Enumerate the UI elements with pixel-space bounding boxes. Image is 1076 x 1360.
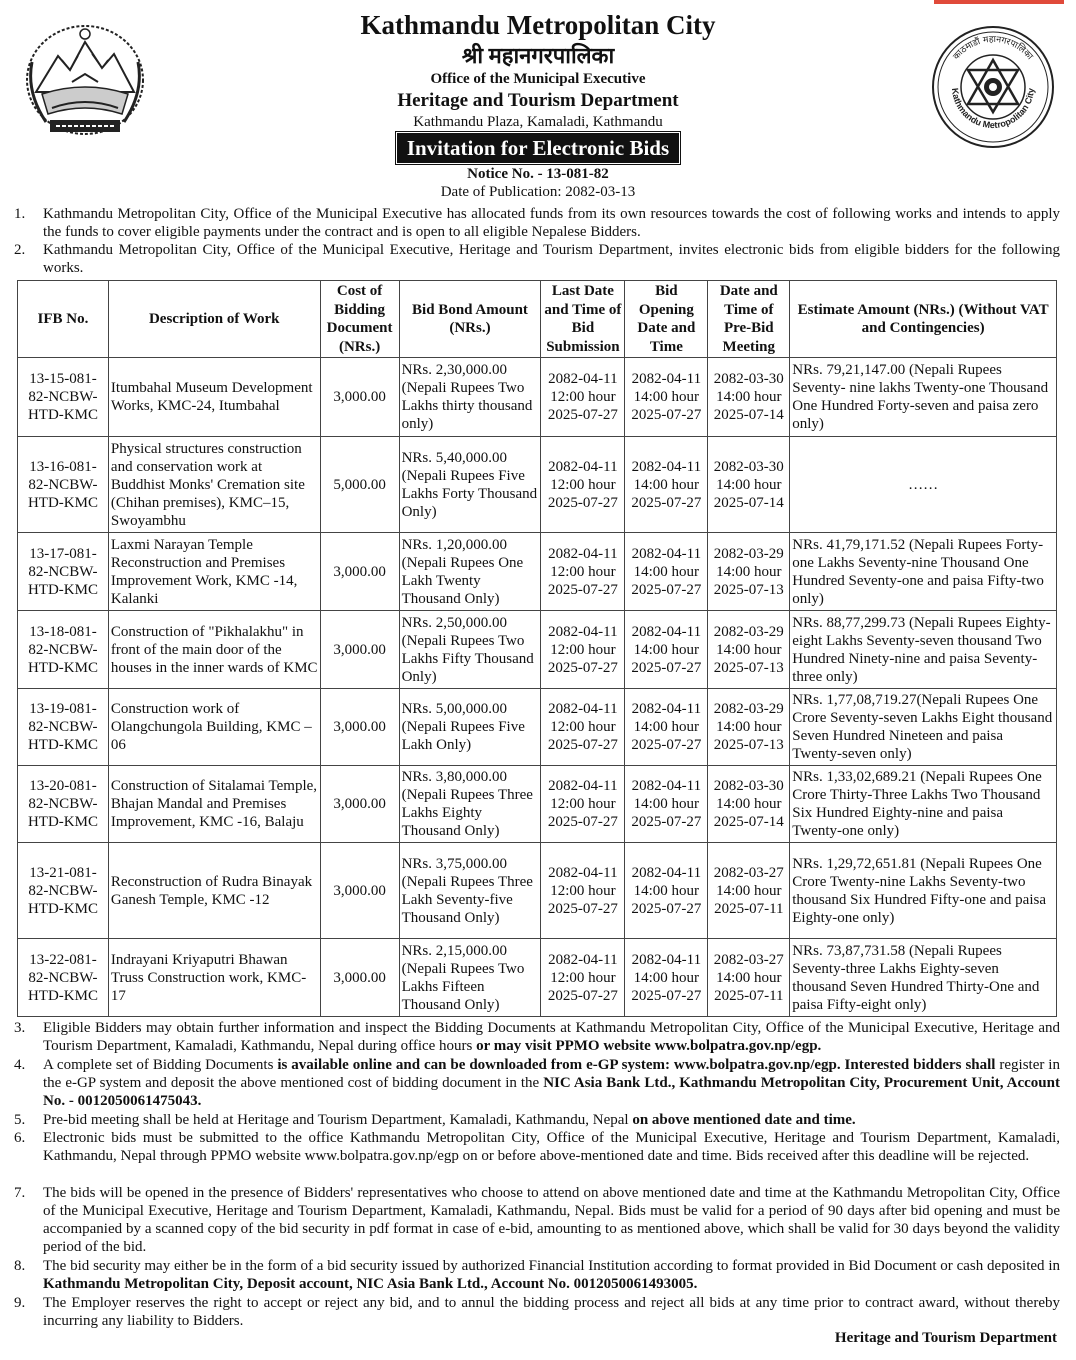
- cell-prebid: 2082-03-29 14:00 hour 2025-07-13: [708, 533, 790, 611]
- header-description: Description of Work: [108, 281, 320, 358]
- header-last-date: Last Date and Time of Bid Submission: [541, 281, 625, 358]
- header-ifb: IFB No.: [18, 281, 109, 358]
- clause-9: 9. The Employer reserves the right to accept or reject any bid, and to annul the bidding process and reject all bids at any time prior to contract award, without thereby incurring any liability to Bidders.: [14, 1295, 1060, 1329]
- footer-signature: Heritage and Tourism Department: [834, 1330, 1057, 1346]
- address: Kathmandu Plaza, Kamaladi, Kathmandu: [413, 114, 663, 130]
- cell-cost: 3,000.00: [320, 611, 399, 689]
- cell-estimate: NRs. 88,77,299.73 (Nepali Rupees Eighty-eight Lakhs Seventy-seven thousand Two Hundred Ninety-nine and paisa Seventy-three only): [790, 611, 1057, 689]
- cell-description: Construction of "Pikhalakhu" in front of the main door of the houses in the inner wards of KMC: [108, 611, 320, 689]
- cell-prebid: 2082-03-27 14:00 hour 2025-07-11: [708, 843, 790, 939]
- city-title-nepali: श्री महानगरपालिका: [461, 43, 615, 68]
- cell-opening: 2082-04-11 14:00 hour 2025-07-27: [625, 766, 708, 843]
- cell-ifb: 13-20-081-82-NCBW-HTD-KMC: [18, 766, 109, 843]
- cell-cost: 3,000.00: [320, 843, 399, 939]
- cell-ifb: 13-15-081-82-NCBW-HTD-KMC: [18, 358, 109, 437]
- cell-prebid: 2082-03-29 14:00 hour 2025-07-13: [708, 611, 790, 689]
- bids-table: [17, 280, 1057, 1017]
- cell-opening: 2082-04-11 14:00 hour 2025-07-27: [625, 358, 708, 437]
- cell-last-date: 2082-04-11 12:00 hour 2025-07-27: [541, 437, 625, 533]
- seal-nepali-text: काठमाडौं महानगरपालिका: [951, 34, 1035, 63]
- cell-last-date: 2082-04-11 12:00 hour 2025-07-27: [541, 611, 625, 689]
- seal-english-text: Kathmandu Metropolitan City: [949, 87, 1037, 131]
- clause-6: 6. Electronic bids must be submitted to the office Kathmandu Metropolitan City, Office of the Municipal Executive, Heritage and Tourism Department, Kamaladi, Kathmandu, Nepal through PPMO website www.bolpatra.gov.np/egp on or before above-mentioned date and time. Bids received after this deadline will be rejected.: [14, 1130, 1060, 1164]
- header: [0, 8, 1076, 201]
- table-row: [18, 611, 1057, 689]
- cell-ifb: 13-22-081-82-NCBW-HTD-KMC: [18, 939, 109, 1017]
- cell-last-date: 2082-04-11 12:00 hour 2025-07-27: [541, 689, 625, 766]
- cell-description: Construction work of Olangchungola Building, KMC – 06: [108, 689, 320, 766]
- cell-description: Construction of Sitalamai Temple, Bhajan Mandal and Premises Improvement, KMC -16, Balaju: [108, 766, 320, 843]
- clause-7: 7. The bids will be opened in the presence of Bidders' representatives who choose to attend on above mentioned date and time at the Kathmandu Metropolitan City, Office of the Municipal Executive, Heritage and Tourism Department, Kamaladi, Kathmandu, Nepal. Bids must be valid for a period of 90 days after bid opening and must be accompanied by a scanned copy of the bid security in pdf format in case of e-bid, amounting to as mentioned above, which shall be valid for 30 days beyond the validity period of the bid.: [14, 1185, 1060, 1255]
- table-row: [18, 358, 1057, 437]
- cell-bid-bond: NRs. 3,80,000.00 (Nepali Rupees Three Lakhs Eighty Thousand Only): [399, 766, 541, 843]
- cell-last-date: 2082-04-11 12:00 hour 2025-07-27: [541, 766, 625, 843]
- cell-opening: 2082-04-11 14:00 hour 2025-07-27: [625, 689, 708, 766]
- clause-5: 5. Pre-bid meeting shall be held at Heritage and Tourism Department, Kamaladi, Kathmandu, Nepal on above mentioned date and time.: [14, 1112, 856, 1128]
- cell-ifb: 13-21-081-82-NCBW-HTD-KMC: [18, 843, 109, 939]
- cell-cost: 3,000.00: [320, 358, 399, 437]
- table-row: [18, 533, 1057, 611]
- kmc-seal-icon: [930, 24, 1056, 150]
- cell-estimate: ……: [790, 437, 1057, 533]
- table-row: [18, 939, 1057, 1017]
- cell-last-date: 2082-04-11 12:00 hour 2025-07-27: [541, 939, 625, 1017]
- cell-last-date: 2082-04-11 12:00 hour 2025-07-27: [541, 843, 625, 939]
- cell-bid-bond: NRs. 1,20,000.00 (Nepali Rupees One Lakh Twenty Thousand Only): [399, 533, 541, 611]
- cell-bid-bond: NRs. 2,15,000.00 (Nepali Rupees Two Lakhs Fifteen Thousand Only): [399, 939, 541, 1017]
- city-title: Kathmandu Metropolitan City: [360, 10, 716, 40]
- cell-ifb: 13-18-081-82-NCBW-HTD-KMC: [18, 611, 109, 689]
- intro-para-1: 1. Kathmandu Metropolitan City, Office of the Municipal Executive has allocated funds from its own resources towards the cost of following works and intends to apply the funds to cover eligible payments under the contract and is open to all eligible Nepalese Bidders.: [14, 206, 1060, 240]
- publication-date: Date of Publication: 2082-03-13: [440, 184, 636, 200]
- header-cost: Cost of Bidding Document (NRs.): [320, 281, 399, 358]
- cell-last-date: 2082-04-11 12:00 hour 2025-07-27: [541, 533, 625, 611]
- table-row: [18, 437, 1057, 533]
- cell-ifb: 13-19-081-82-NCBW-HTD-KMC: [18, 689, 109, 766]
- cell-description: Itumbahal Museum Development Works, KMC-24, Itumbahal: [108, 358, 320, 437]
- cell-bid-bond: NRs. 3,75,000.00 (Nepali Rupees Three Lakh Seventy-five Thousand Only): [399, 843, 541, 939]
- cell-cost: 3,000.00: [320, 689, 399, 766]
- cell-ifb: 13-16-081-82-NCBW-HTD-KMC: [18, 437, 109, 533]
- cell-estimate: NRs. 1,77,08,719.27(Nepali Rupees One Crore Seventy-seven Lakhs Eight thousand Seven Hundred Nineteen and paisa Twenty-seven only): [790, 689, 1057, 766]
- cell-last-date: 2082-04-11 12:00 hour 2025-07-27: [541, 358, 625, 437]
- cell-opening: 2082-04-11 14:00 hour 2025-07-27: [625, 533, 708, 611]
- invitation-banner: Invitation for Electronic Bids: [397, 133, 679, 163]
- header-bid-bond: Bid Bond Amount (NRs.): [399, 281, 541, 358]
- header-estimate: Estimate Amount (NRs.) (Without VAT and Contingencies): [790, 281, 1057, 358]
- header-opening: Bid Opening Date and Time: [625, 281, 708, 358]
- department-name: Heritage and Tourism Department: [397, 90, 679, 111]
- cell-description: Reconstruction of Rudra Binayak Ganesh Temple, KMC -12: [108, 843, 320, 939]
- cell-description: Laxmi Narayan Temple Reconstruction and Premises Improvement Work, KMC -14, Kalanki: [108, 533, 320, 611]
- cell-bid-bond: NRs. 5,40,000.00 (Nepali Rupees Five Lakhs Forty Thousand Only): [399, 437, 541, 533]
- cell-bid-bond: NRs. 2,30,000.00 (Nepali Rupees Two Lakhs thirty thousand only): [399, 358, 541, 437]
- office-name: Office of the Municipal Executive: [430, 71, 646, 87]
- table-row: [18, 689, 1057, 766]
- cell-cost: 5,000.00: [320, 437, 399, 533]
- table-row: [18, 766, 1057, 843]
- cell-estimate: NRs. 1,29,72,651.81 (Nepali Rupees One Crore Twenty-nine Lakhs Seventy-two thousand Six Hundred Fifty-one and paisa Eighty-one only): [790, 843, 1057, 939]
- cell-opening: 2082-04-11 14:00 hour 2025-07-27: [625, 437, 708, 533]
- cell-description: Indrayani Kriyaputri Bhawan Truss Construction work, KMC-17: [108, 939, 320, 1017]
- cell-opening: 2082-04-11 14:00 hour 2025-07-27: [625, 939, 708, 1017]
- table-row: [18, 843, 1057, 939]
- cell-prebid: 2082-03-27 14:00 hour 2025-07-11: [708, 939, 790, 1017]
- cell-cost: 3,000.00: [320, 533, 399, 611]
- cell-cost: 3,000.00: [320, 939, 399, 1017]
- header-prebid: Date and Time of Pre-Bid Meeting: [708, 281, 790, 358]
- cell-opening: 2082-04-11 14:00 hour 2025-07-27: [625, 611, 708, 689]
- cell-prebid: 2082-03-30 14:00 hour 2025-07-14: [708, 766, 790, 843]
- cell-estimate: NRs. 79,21,147.00 (Nepali Rupees Seventy- nine lakhs Twenty-one Thousand One Hundred Forty-seven and paisa zero only): [790, 358, 1057, 437]
- cell-cost: 3,000.00: [320, 766, 399, 843]
- cell-bid-bond: NRs. 5,00,000.00 (Nepali Rupees Five Lakh Only): [399, 689, 541, 766]
- cell-prebid: 2082-03-29 14:00 hour 2025-07-13: [708, 689, 790, 766]
- cell-estimate: NRs. 1,33,02,689.21 (Nepali Rupees One Crore Thirty-Three Lakhs Two Thousand Six Hundred Eighty-nine and paisa Twenty-one only): [790, 766, 1057, 843]
- clause-4: 4. A complete set of Bidding Documents is available online and can be downloaded from e-GP system: www.bolpatra.gov.np/egp. Interested bidders shall register in the e-GP system and deposit the above mentioned cost of bidding document in the NIC Asia Bank Ltd., Kathmandu Metropolitan City, Procurement Unit, Account No. - 0012050061475043.: [14, 1057, 1060, 1109]
- cell-description: Physical structures construction and conservation work at Buddhist Monks' Cremation site (Chihan premises), KMC–15, Swoyambhu: [108, 437, 320, 533]
- table-header-row: [18, 281, 1057, 358]
- cell-estimate: NRs. 41,79,171.52 (Nepali Rupees Forty-one Lakhs Seventy-nine Thousand One Hundred Seventy-one and paisa Fifty-two only): [790, 533, 1057, 611]
- notice-number: Notice No. - 13-081-82: [467, 166, 609, 182]
- cell-prebid: 2082-03-30 14:00 hour 2025-07-14: [708, 437, 790, 533]
- cell-ifb: 13-17-081-82-NCBW-HTD-KMC: [18, 533, 109, 611]
- cell-prebid: 2082-03-30 14:00 hour 2025-07-14: [708, 358, 790, 437]
- clause-8: 8. The bid security may either be in the form of a bid security issued by authorized Financial Institution according to format provided in Bid Document or cash deposited in Kathmandu Metropolitan City, Deposit account, NIC Asia Bank Ltd., Account No. 0012050061493005.: [14, 1258, 1060, 1292]
- cell-bid-bond: NRs. 2,50,000.00 (Nepali Rupees Two Lakhs Fifty Thousand Only): [399, 611, 541, 689]
- cell-opening: 2082-04-11 14:00 hour 2025-07-27: [625, 843, 708, 939]
- clause-3: 3. Eligible Bidders may obtain further information and inspect the Bidding Documents at Kathmandu Metropolitan City, Office of the Municipal Executive, Heritage and Tourism Department, Kamaladi, Kathmandu, Nepal during office hours or may visit PPMO website www.bolpatra.gov.np/egp.: [14, 1020, 1060, 1054]
- cell-estimate: NRs. 73,87,731.58 (Nepali Rupees Seventy-three Lakhs Eighty-seven thousand Seven Hundred Thirty-One and paisa Fifty-eight only): [790, 939, 1057, 1017]
- intro-para-2: 2. Kathmandu Metropolitan City, Office of the Municipal Executive, Heritage and Tourism Department, invites electronic bids from eligible bidders for the following works.: [14, 242, 1060, 276]
- top-accent-line: [934, 0, 1064, 4]
